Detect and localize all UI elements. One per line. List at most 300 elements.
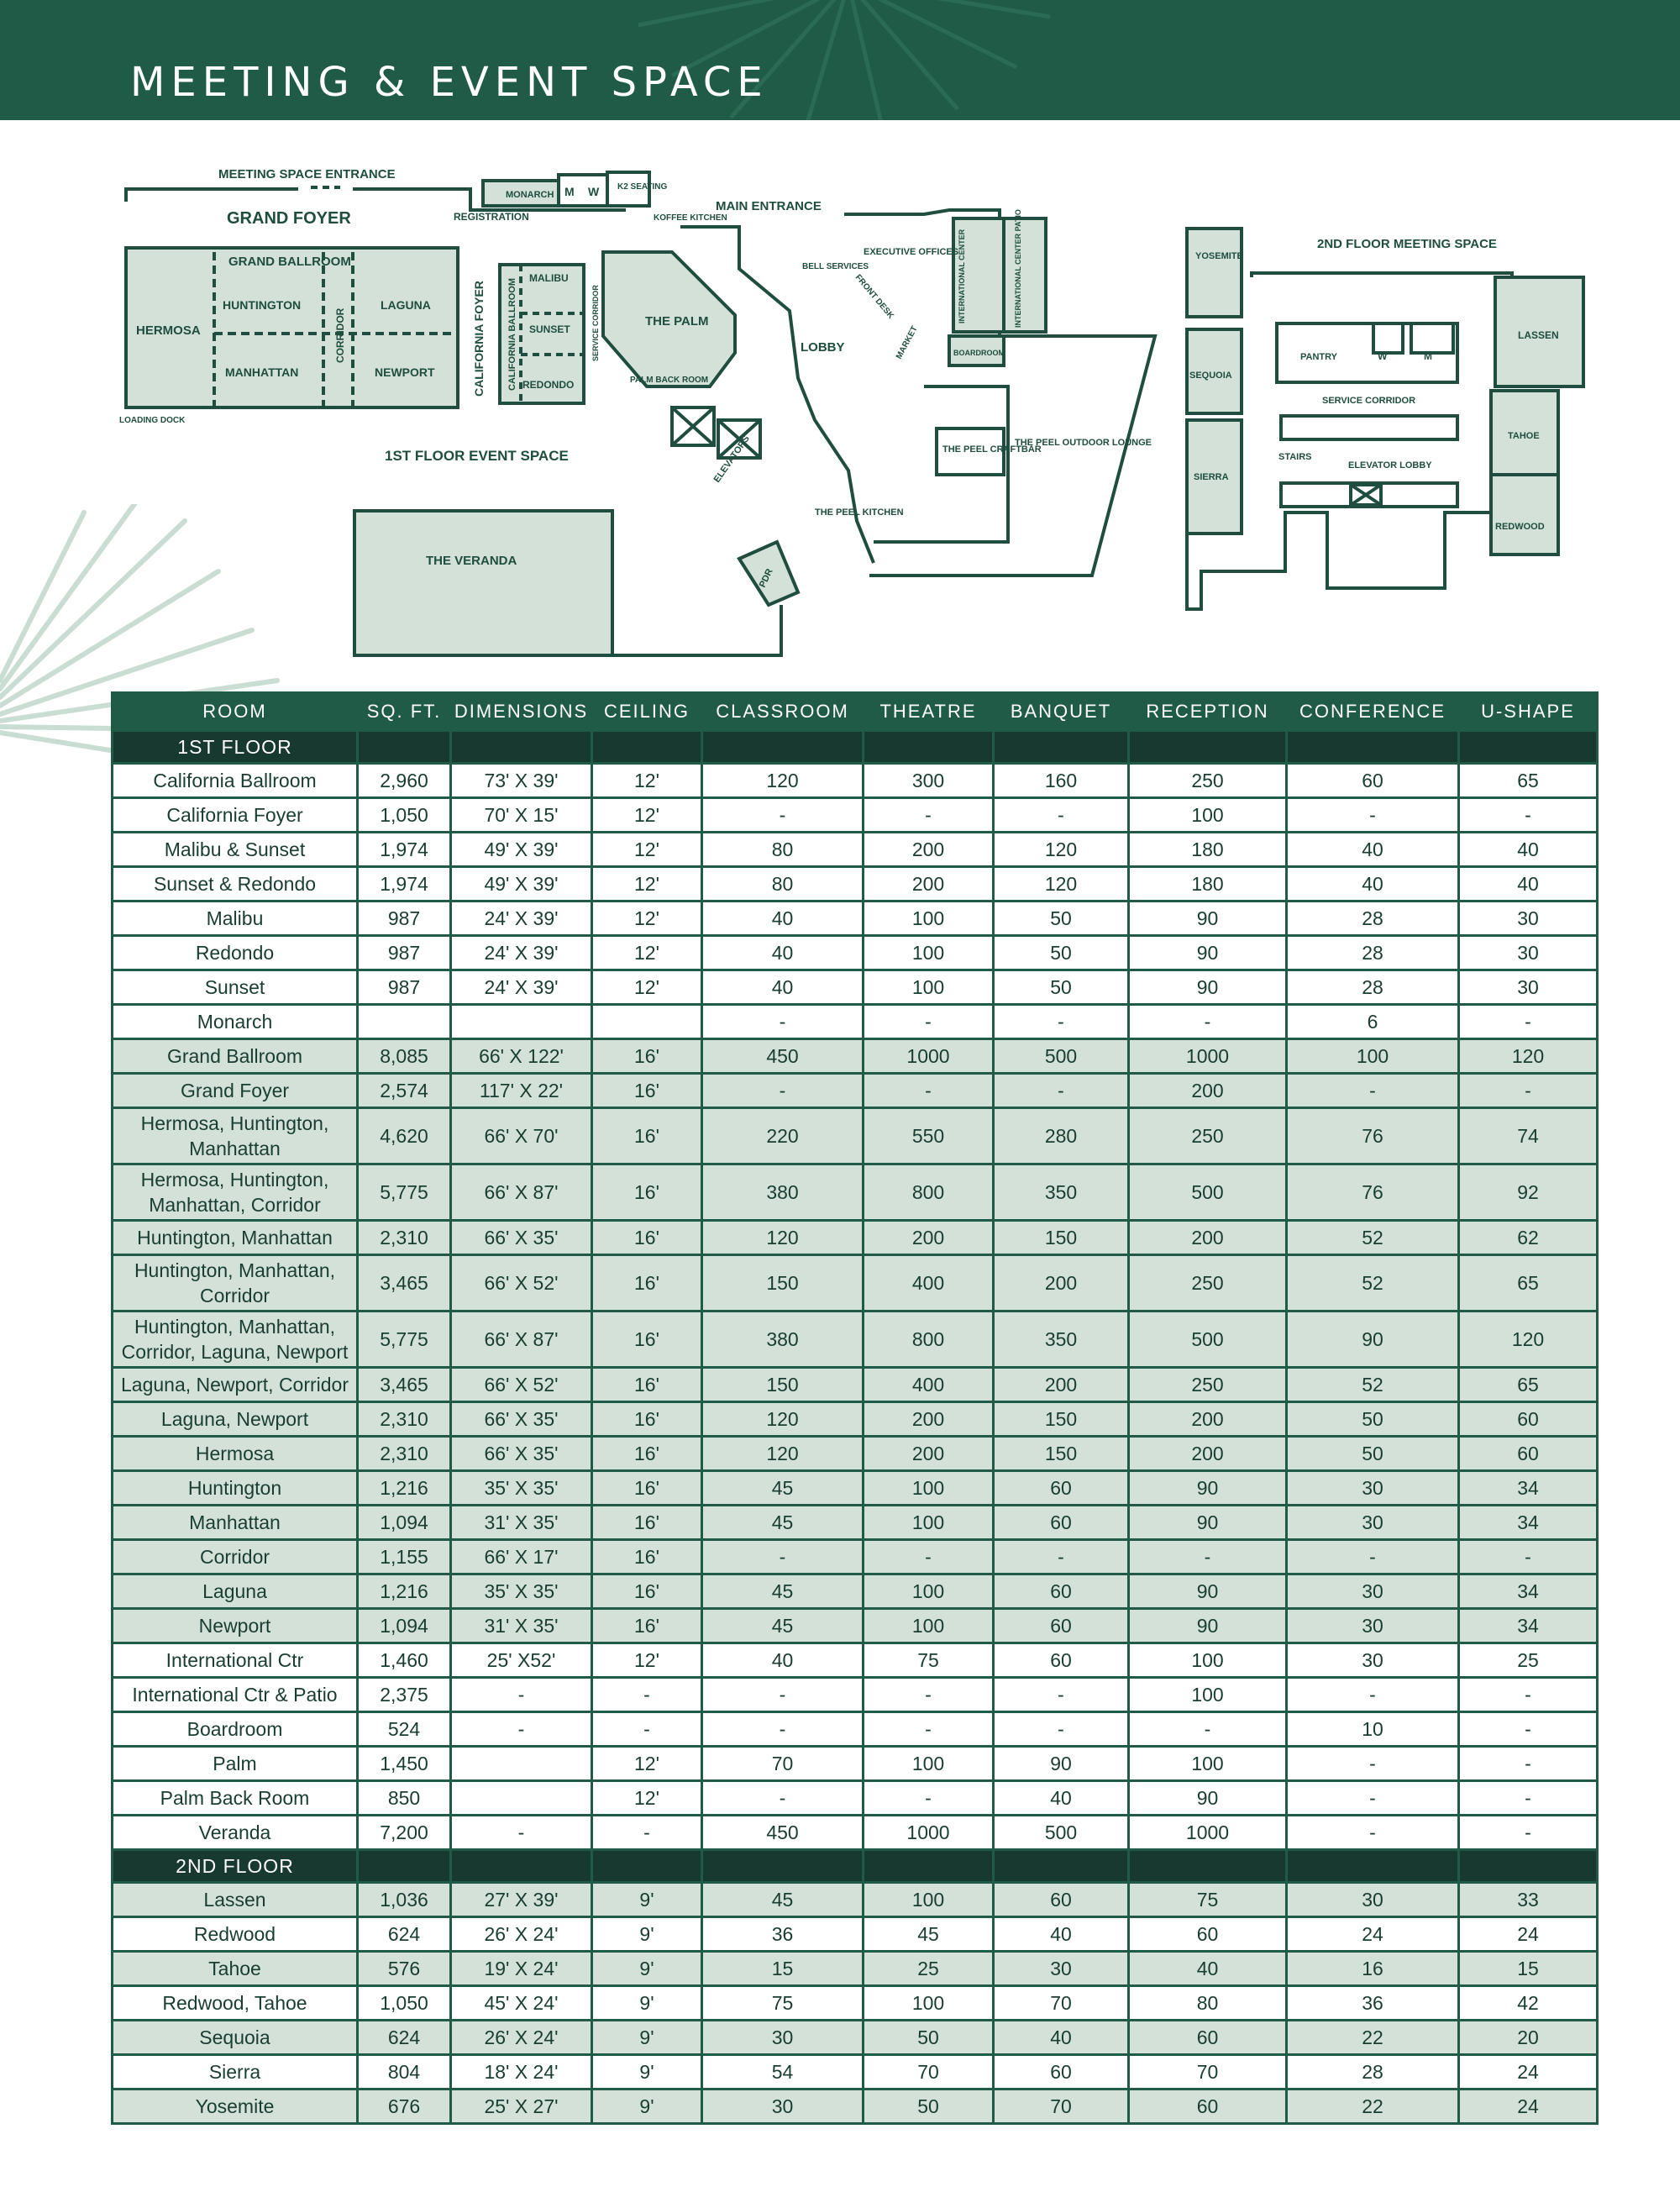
table-cell: 24 xyxy=(1459,2055,1598,2089)
table-cell: 90 xyxy=(1129,1506,1287,1540)
table-cell: - xyxy=(864,1678,994,1712)
table-cell: 2,310 xyxy=(358,1402,451,1437)
table-cell: 450 xyxy=(702,1039,864,1074)
table-cell: 50 xyxy=(994,970,1129,1005)
table-cell: 117' X 22' xyxy=(451,1074,592,1108)
table-cell: 4,620 xyxy=(358,1108,451,1164)
room-name-cell: Veranda xyxy=(113,1816,358,1850)
table-cell: 76 xyxy=(1287,1164,1459,1221)
table-cell: 74 xyxy=(1459,1108,1598,1164)
table-cell: 65 xyxy=(1459,1255,1598,1312)
label-sierra: SIERRA xyxy=(1194,472,1229,482)
table-row xyxy=(113,764,1598,798)
table-cell: 100 xyxy=(864,1506,994,1540)
table-cell: - xyxy=(1459,1712,1598,1747)
table-body xyxy=(113,731,1598,2124)
table-header-row xyxy=(113,693,1598,731)
label-the-peel-craftbar: THE PEEL CRAFTBAR xyxy=(942,444,1042,455)
floor-plan xyxy=(0,134,1680,672)
table-row xyxy=(113,1437,1598,1471)
table-cell: - xyxy=(1129,1005,1287,1039)
table-cell: 1,974 xyxy=(358,867,451,902)
table-cell: 2,310 xyxy=(358,1437,451,1471)
table-cell: 500 xyxy=(994,1039,1129,1074)
table-cell: 62 xyxy=(1459,1221,1598,1255)
room-name-cell: California Ballroom xyxy=(113,764,358,798)
table-cell: 45 xyxy=(864,1917,994,1952)
table-cell: 12' xyxy=(592,833,702,867)
header-classroom: CLASSROOM xyxy=(702,693,864,731)
section-filler-cell xyxy=(1459,731,1598,764)
table-cell: 200 xyxy=(864,833,994,867)
table-cell: 16' xyxy=(592,1506,702,1540)
table-cell: 1,094 xyxy=(358,1609,451,1643)
table-cell: - xyxy=(1459,798,1598,833)
table-cell: 26' X 24' xyxy=(451,1917,592,1952)
table-cell: 30 xyxy=(994,1952,1129,1986)
table-cell: - xyxy=(1287,798,1459,833)
second-floor-title: 2ND FLOOR MEETING SPACE xyxy=(1317,237,1497,251)
table-row xyxy=(113,1074,1598,1108)
table-cell: 3,465 xyxy=(358,1255,451,1312)
table-cell: 3,465 xyxy=(358,1368,451,1402)
table-row xyxy=(113,1816,1598,1850)
table-cell: 20 xyxy=(1459,2021,1598,2055)
table-cell: 624 xyxy=(358,2021,451,2055)
table-row xyxy=(113,1643,1598,1678)
table-cell xyxy=(451,1747,592,1781)
table-cell: 6 xyxy=(1287,1005,1459,1039)
room-name-cell: Sunset & Redondo xyxy=(113,867,358,902)
table-cell: 1,094 xyxy=(358,1506,451,1540)
table-cell: 200 xyxy=(864,867,994,902)
table-cell: 120 xyxy=(702,764,864,798)
room-name-cell: Malibu & Sunset xyxy=(113,833,358,867)
table-cell: 30 xyxy=(1287,1471,1459,1506)
table-row xyxy=(113,1609,1598,1643)
table-cell: 2,574 xyxy=(358,1074,451,1108)
table-cell: 34 xyxy=(1459,1609,1598,1643)
table-cell: - xyxy=(864,798,994,833)
table-row xyxy=(113,1039,1598,1074)
section-filler-cell xyxy=(1129,731,1287,764)
room-name-cell: Redwood, Tahoe xyxy=(113,1986,358,2021)
yosemite-area xyxy=(1187,229,1242,317)
section-filler-cell xyxy=(358,731,451,764)
table-cell: 1000 xyxy=(864,1816,994,1850)
table-cell: 25 xyxy=(864,1952,994,1986)
table-cell: - xyxy=(994,1540,1129,1574)
header-banquet: BANQUET xyxy=(994,693,1129,731)
table-cell: 9' xyxy=(592,2055,702,2089)
table-cell: 150 xyxy=(702,1368,864,1402)
table-cell: 9' xyxy=(592,1883,702,1917)
label-service-corridor: SERVICE CORRIDOR xyxy=(591,285,600,361)
table-cell: 66' X 35' xyxy=(451,1437,592,1471)
label-registration: REGISTRATION xyxy=(454,211,529,223)
table-cell: 24' X 39' xyxy=(451,936,592,970)
table-cell: 35' X 35' xyxy=(451,1574,592,1609)
table-cell: - xyxy=(994,1074,1129,1108)
table-cell: 24' X 39' xyxy=(451,902,592,936)
room-name-cell: Huntington, Manhattan, Corridor xyxy=(113,1255,358,1312)
table-cell: 16' xyxy=(592,1609,702,1643)
table-cell: 52 xyxy=(1287,1221,1459,1255)
table-cell: 34 xyxy=(1459,1574,1598,1609)
table-cell: 100 xyxy=(864,936,994,970)
table-cell: - xyxy=(1287,1747,1459,1781)
table-cell: 90 xyxy=(1129,936,1287,970)
table-cell: 60 xyxy=(994,1506,1129,1540)
label-grand-foyer: GRAND FOYER xyxy=(227,209,351,228)
table-cell: 16' xyxy=(592,1108,702,1164)
header-sq-ft: SQ. FT. xyxy=(358,693,451,731)
table-row xyxy=(113,1712,1598,1747)
table-cell: - xyxy=(702,798,864,833)
label-monarch: MONARCH xyxy=(506,190,554,200)
label-manhattan: MANHATTAN xyxy=(225,365,299,379)
table-cell xyxy=(592,1005,702,1039)
label-laguna: LAGUNA xyxy=(381,298,431,312)
table-cell: 200 xyxy=(1129,1402,1287,1437)
table-cell: 250 xyxy=(1129,1368,1287,1402)
table-cell: 180 xyxy=(1129,867,1287,902)
section-filler-cell xyxy=(864,1850,994,1883)
table-cell: 350 xyxy=(994,1312,1129,1368)
table-row xyxy=(113,1747,1598,1781)
table-cell: 12' xyxy=(592,798,702,833)
table-cell: - xyxy=(702,1781,864,1816)
table-cell: 16 xyxy=(1287,1952,1459,1986)
table-cell: 30 xyxy=(1287,1574,1459,1609)
table-cell: 60 xyxy=(994,1574,1129,1609)
table-cell: 576 xyxy=(358,1952,451,1986)
table-cell: 66' X 87' xyxy=(451,1312,592,1368)
table-cell: 28 xyxy=(1287,936,1459,970)
label-bell-services: BELL SERVICES xyxy=(802,262,869,271)
label-meeting-space-entrance: MEETING SPACE ENTRANCE xyxy=(218,167,396,181)
table-cell: 100 xyxy=(1129,798,1287,833)
room-name-cell: Boardroom xyxy=(113,1712,358,1747)
table-cell: 16' xyxy=(592,1255,702,1312)
table-cell: 40 xyxy=(702,902,864,936)
label-2f-m: M xyxy=(1424,350,1432,362)
header-u-shape: U-SHAPE xyxy=(1459,693,1598,731)
table-cell: 45 xyxy=(702,1883,864,1917)
label-huntington: HUNTINGTON xyxy=(223,298,302,312)
table-cell: 300 xyxy=(864,764,994,798)
table-cell: 200 xyxy=(994,1255,1129,1312)
table-cell: 987 xyxy=(358,936,451,970)
table-cell: 16' xyxy=(592,1039,702,1074)
table-row xyxy=(113,1164,1598,1221)
table-cell: 280 xyxy=(994,1108,1129,1164)
table-cell: - xyxy=(994,1712,1129,1747)
table-cell: - xyxy=(451,1712,592,1747)
table-cell: 150 xyxy=(994,1221,1129,1255)
table-cell: 70 xyxy=(994,2089,1129,2124)
table-cell: 16' xyxy=(592,1368,702,1402)
room-name-cell: Laguna, Newport, Corridor xyxy=(113,1368,358,1402)
table-cell: 500 xyxy=(994,1816,1129,1850)
table-cell: 100 xyxy=(1287,1039,1459,1074)
table-row xyxy=(113,1952,1598,1986)
table-row xyxy=(113,1108,1598,1164)
table-row xyxy=(113,902,1598,936)
table-cell: 1,050 xyxy=(358,1986,451,2021)
table-cell: 30 xyxy=(1459,936,1598,970)
room-name-cell: California Foyer xyxy=(113,798,358,833)
table-cell: 75 xyxy=(864,1643,994,1678)
table-cell: 1,974 xyxy=(358,833,451,867)
table-cell: 90 xyxy=(1129,1609,1287,1643)
table-cell: 60 xyxy=(1129,1917,1287,1952)
label-california-ballroom: CALIFORNIA BALLROOM xyxy=(507,277,517,391)
table-cell: 45 xyxy=(702,1609,864,1643)
label-tahoe: TAHOE xyxy=(1508,431,1540,441)
table-cell xyxy=(451,1781,592,1816)
table-cell: 100 xyxy=(864,970,994,1005)
table-cell: 76 xyxy=(1287,1108,1459,1164)
table-cell: 25 xyxy=(1459,1643,1598,1678)
table-cell: - xyxy=(1287,1074,1459,1108)
table-cell: 12' xyxy=(592,764,702,798)
table-cell: 28 xyxy=(1287,902,1459,936)
table-row xyxy=(113,867,1598,902)
table-cell: 70 xyxy=(1129,2055,1287,2089)
table-cell: 12' xyxy=(592,867,702,902)
table-cell: 31' X 35' xyxy=(451,1506,592,1540)
table-cell: 80 xyxy=(702,833,864,867)
table-cell: 180 xyxy=(1129,833,1287,867)
table-cell: 50 xyxy=(994,936,1129,970)
table-cell: 30 xyxy=(702,2089,864,2124)
room-name-cell: International Ctr & Patio xyxy=(113,1678,358,1712)
table-cell: 40 xyxy=(994,2021,1129,2055)
table-cell: 40 xyxy=(994,1781,1129,1816)
table-cell: 250 xyxy=(1129,764,1287,798)
veranda-area xyxy=(354,511,612,655)
table-cell: - xyxy=(864,1781,994,1816)
table-cell: 12' xyxy=(592,902,702,936)
table-cell: 16' xyxy=(592,1437,702,1471)
table-cell: 200 xyxy=(1129,1074,1287,1108)
table-row xyxy=(113,1312,1598,1368)
table-cell: 40 xyxy=(1129,1952,1287,1986)
table-cell: 50 xyxy=(1287,1402,1459,1437)
table-cell: 60 xyxy=(1129,2021,1287,2055)
label-lobby: LOBBY xyxy=(801,340,845,355)
room-name-cell: Hermosa, Huntington, Manhattan xyxy=(113,1108,358,1164)
table-cell: 220 xyxy=(702,1108,864,1164)
table-cell: 65 xyxy=(1459,1368,1598,1402)
table-row xyxy=(113,1986,1598,2021)
table-row xyxy=(113,1368,1598,1402)
table-cell: 12' xyxy=(592,936,702,970)
section-filler-cell xyxy=(592,1850,702,1883)
table-cell: 30 xyxy=(1459,970,1598,1005)
table-cell: 12' xyxy=(592,970,702,1005)
table-cell: 200 xyxy=(864,1402,994,1437)
table-cell: - xyxy=(994,798,1129,833)
table-cell: 80 xyxy=(1129,1986,1287,2021)
table-cell: - xyxy=(1129,1540,1287,1574)
table-cell: 45' X 24' xyxy=(451,1986,592,2021)
room-name-cell: Sequoia xyxy=(113,2021,358,2055)
table-cell: 150 xyxy=(994,1402,1129,1437)
table-cell: 100 xyxy=(1129,1643,1287,1678)
section-filler-cell xyxy=(358,1850,451,1883)
table-cell: 66' X 52' xyxy=(451,1368,592,1402)
room-name-cell: Redwood xyxy=(113,1917,358,1952)
table-cell: 90 xyxy=(994,1747,1129,1781)
table-cell: 70' X 15' xyxy=(451,798,592,833)
table-cell: 50 xyxy=(864,2021,994,2055)
table-cell: 804 xyxy=(358,2055,451,2089)
label-w: W xyxy=(588,185,600,198)
table-cell: - xyxy=(702,1712,864,1747)
table-cell: 92 xyxy=(1459,1164,1598,1221)
table-cell: 90 xyxy=(1287,1312,1459,1368)
table-cell: 52 xyxy=(1287,1368,1459,1402)
table-cell: 60 xyxy=(994,1643,1129,1678)
label-the-palm: THE PALM xyxy=(645,314,709,329)
table-cell: 28 xyxy=(1287,2055,1459,2089)
table-cell: 90 xyxy=(1129,902,1287,936)
table-cell: 40 xyxy=(1459,867,1598,902)
table-cell: 100 xyxy=(864,1609,994,1643)
table-cell: - xyxy=(1287,1816,1459,1850)
section-filler-cell xyxy=(1287,731,1459,764)
table-cell: 150 xyxy=(994,1437,1129,1471)
label-corridor: CORRIDOR xyxy=(334,308,346,363)
section-row xyxy=(113,731,1598,764)
table-cell: 24' X 39' xyxy=(451,970,592,1005)
table-cell: 15 xyxy=(1459,1952,1598,1986)
table-cell: 30 xyxy=(1287,1609,1459,1643)
table-cell: 380 xyxy=(702,1164,864,1221)
table-cell: 1,450 xyxy=(358,1747,451,1781)
table-cell: 80 xyxy=(702,867,864,902)
header-theatre: THEATRE xyxy=(864,693,994,731)
table-cell: 7,200 xyxy=(358,1816,451,1850)
table-row xyxy=(113,1506,1598,1540)
label-yosemite: YOSEMITE xyxy=(1195,251,1243,261)
table-cell: 40 xyxy=(702,970,864,1005)
section-label: 2ND FLOOR xyxy=(113,1850,358,1883)
table-cell: 60 xyxy=(994,2055,1129,2089)
table-row xyxy=(113,1005,1598,1039)
table-cell: 24 xyxy=(1287,1917,1459,1952)
table-row xyxy=(113,1781,1598,1816)
label-boardroom: BOARDROOM xyxy=(953,349,1005,357)
table-cell: 66' X 35' xyxy=(451,1221,592,1255)
table-cell: 500 xyxy=(1129,1164,1287,1221)
table-cell: 31' X 35' xyxy=(451,1609,592,1643)
table-cell: - xyxy=(702,1678,864,1712)
table-row xyxy=(113,2055,1598,2089)
table-cell: 60 xyxy=(994,1471,1129,1506)
table-cell: 550 xyxy=(864,1108,994,1164)
table-cell: 60 xyxy=(1459,1402,1598,1437)
first-floor-title: 1ST FLOOR EVENT SPACE xyxy=(385,448,569,464)
section-filler-cell xyxy=(451,731,592,764)
table-cell: 33 xyxy=(1459,1883,1598,1917)
table-cell: 120 xyxy=(994,867,1129,902)
section-filler-cell xyxy=(864,731,994,764)
label-front-desk: FRONT DESK xyxy=(853,272,895,321)
table-cell: 160 xyxy=(994,764,1129,798)
table-cell: 40 xyxy=(702,1643,864,1678)
table-cell: 800 xyxy=(864,1312,994,1368)
table-row xyxy=(113,2021,1598,2055)
table-cell: 40 xyxy=(702,936,864,970)
table-row xyxy=(113,1883,1598,1917)
table-cell: 60 xyxy=(1287,764,1459,798)
table-cell: 27' X 39' xyxy=(451,1883,592,1917)
label-k2-seating: K2 SEATING xyxy=(617,182,668,192)
table-cell: 1,216 xyxy=(358,1471,451,1506)
room-name-cell: Lassen xyxy=(113,1883,358,1917)
table-cell: 36 xyxy=(702,1917,864,1952)
table-cell: 60 xyxy=(1129,2089,1287,2124)
table-cell: 200 xyxy=(864,1221,994,1255)
label-hermosa: HERMOSA xyxy=(136,323,201,338)
table-cell: - xyxy=(451,1678,592,1712)
table-cell: 1,050 xyxy=(358,798,451,833)
table-cell: 100 xyxy=(864,1471,994,1506)
table-cell: 34 xyxy=(1459,1471,1598,1506)
label-malibu: MALIBU xyxy=(529,272,569,284)
table-cell: 45 xyxy=(702,1471,864,1506)
section-filler-cell xyxy=(451,1850,592,1883)
table-cell: - xyxy=(1459,1816,1598,1850)
table-cell: 16' xyxy=(592,1402,702,1437)
table-cell: - xyxy=(864,1540,994,1574)
table-cell: 150 xyxy=(702,1255,864,1312)
table-cell: 42 xyxy=(1459,1986,1598,2021)
table-cell: 45 xyxy=(702,1574,864,1609)
label-elevators: ELEVATORS xyxy=(711,434,752,485)
room-name-cell: Huntington, Manhattan, Corridor, Laguna, Newport xyxy=(113,1312,358,1368)
label-stairs: STAIRS xyxy=(1278,452,1312,462)
table-cell: 9' xyxy=(592,2021,702,2055)
table-cell: 200 xyxy=(994,1368,1129,1402)
table-cell: 200 xyxy=(1129,1437,1287,1471)
table-cell: - xyxy=(1459,1678,1598,1712)
table-row xyxy=(113,798,1598,833)
table-row xyxy=(113,833,1598,867)
capacity-table xyxy=(111,691,1599,2125)
table-cell: 36 xyxy=(1287,1986,1459,2021)
table-cell: 9' xyxy=(592,1986,702,2021)
table-cell: 40 xyxy=(1287,833,1459,867)
room-name-cell: Yosemite xyxy=(113,2089,358,2124)
label-newport: NEWPORT xyxy=(375,365,435,379)
table-cell: 8,085 xyxy=(358,1039,451,1074)
table-cell: 30 xyxy=(1287,1506,1459,1540)
table-row xyxy=(113,1574,1598,1609)
room-name-cell: Monarch xyxy=(113,1005,358,1039)
table-cell: 16' xyxy=(592,1221,702,1255)
table-cell: 90 xyxy=(1129,970,1287,1005)
international-center-patio-area xyxy=(1004,218,1046,332)
table-cell: 40 xyxy=(994,1917,1129,1952)
room-name-cell: Palm xyxy=(113,1747,358,1781)
table-cell: 24 xyxy=(1459,2089,1598,2124)
table-cell: 100 xyxy=(1129,1678,1287,1712)
table-cell: 65 xyxy=(1459,764,1598,798)
